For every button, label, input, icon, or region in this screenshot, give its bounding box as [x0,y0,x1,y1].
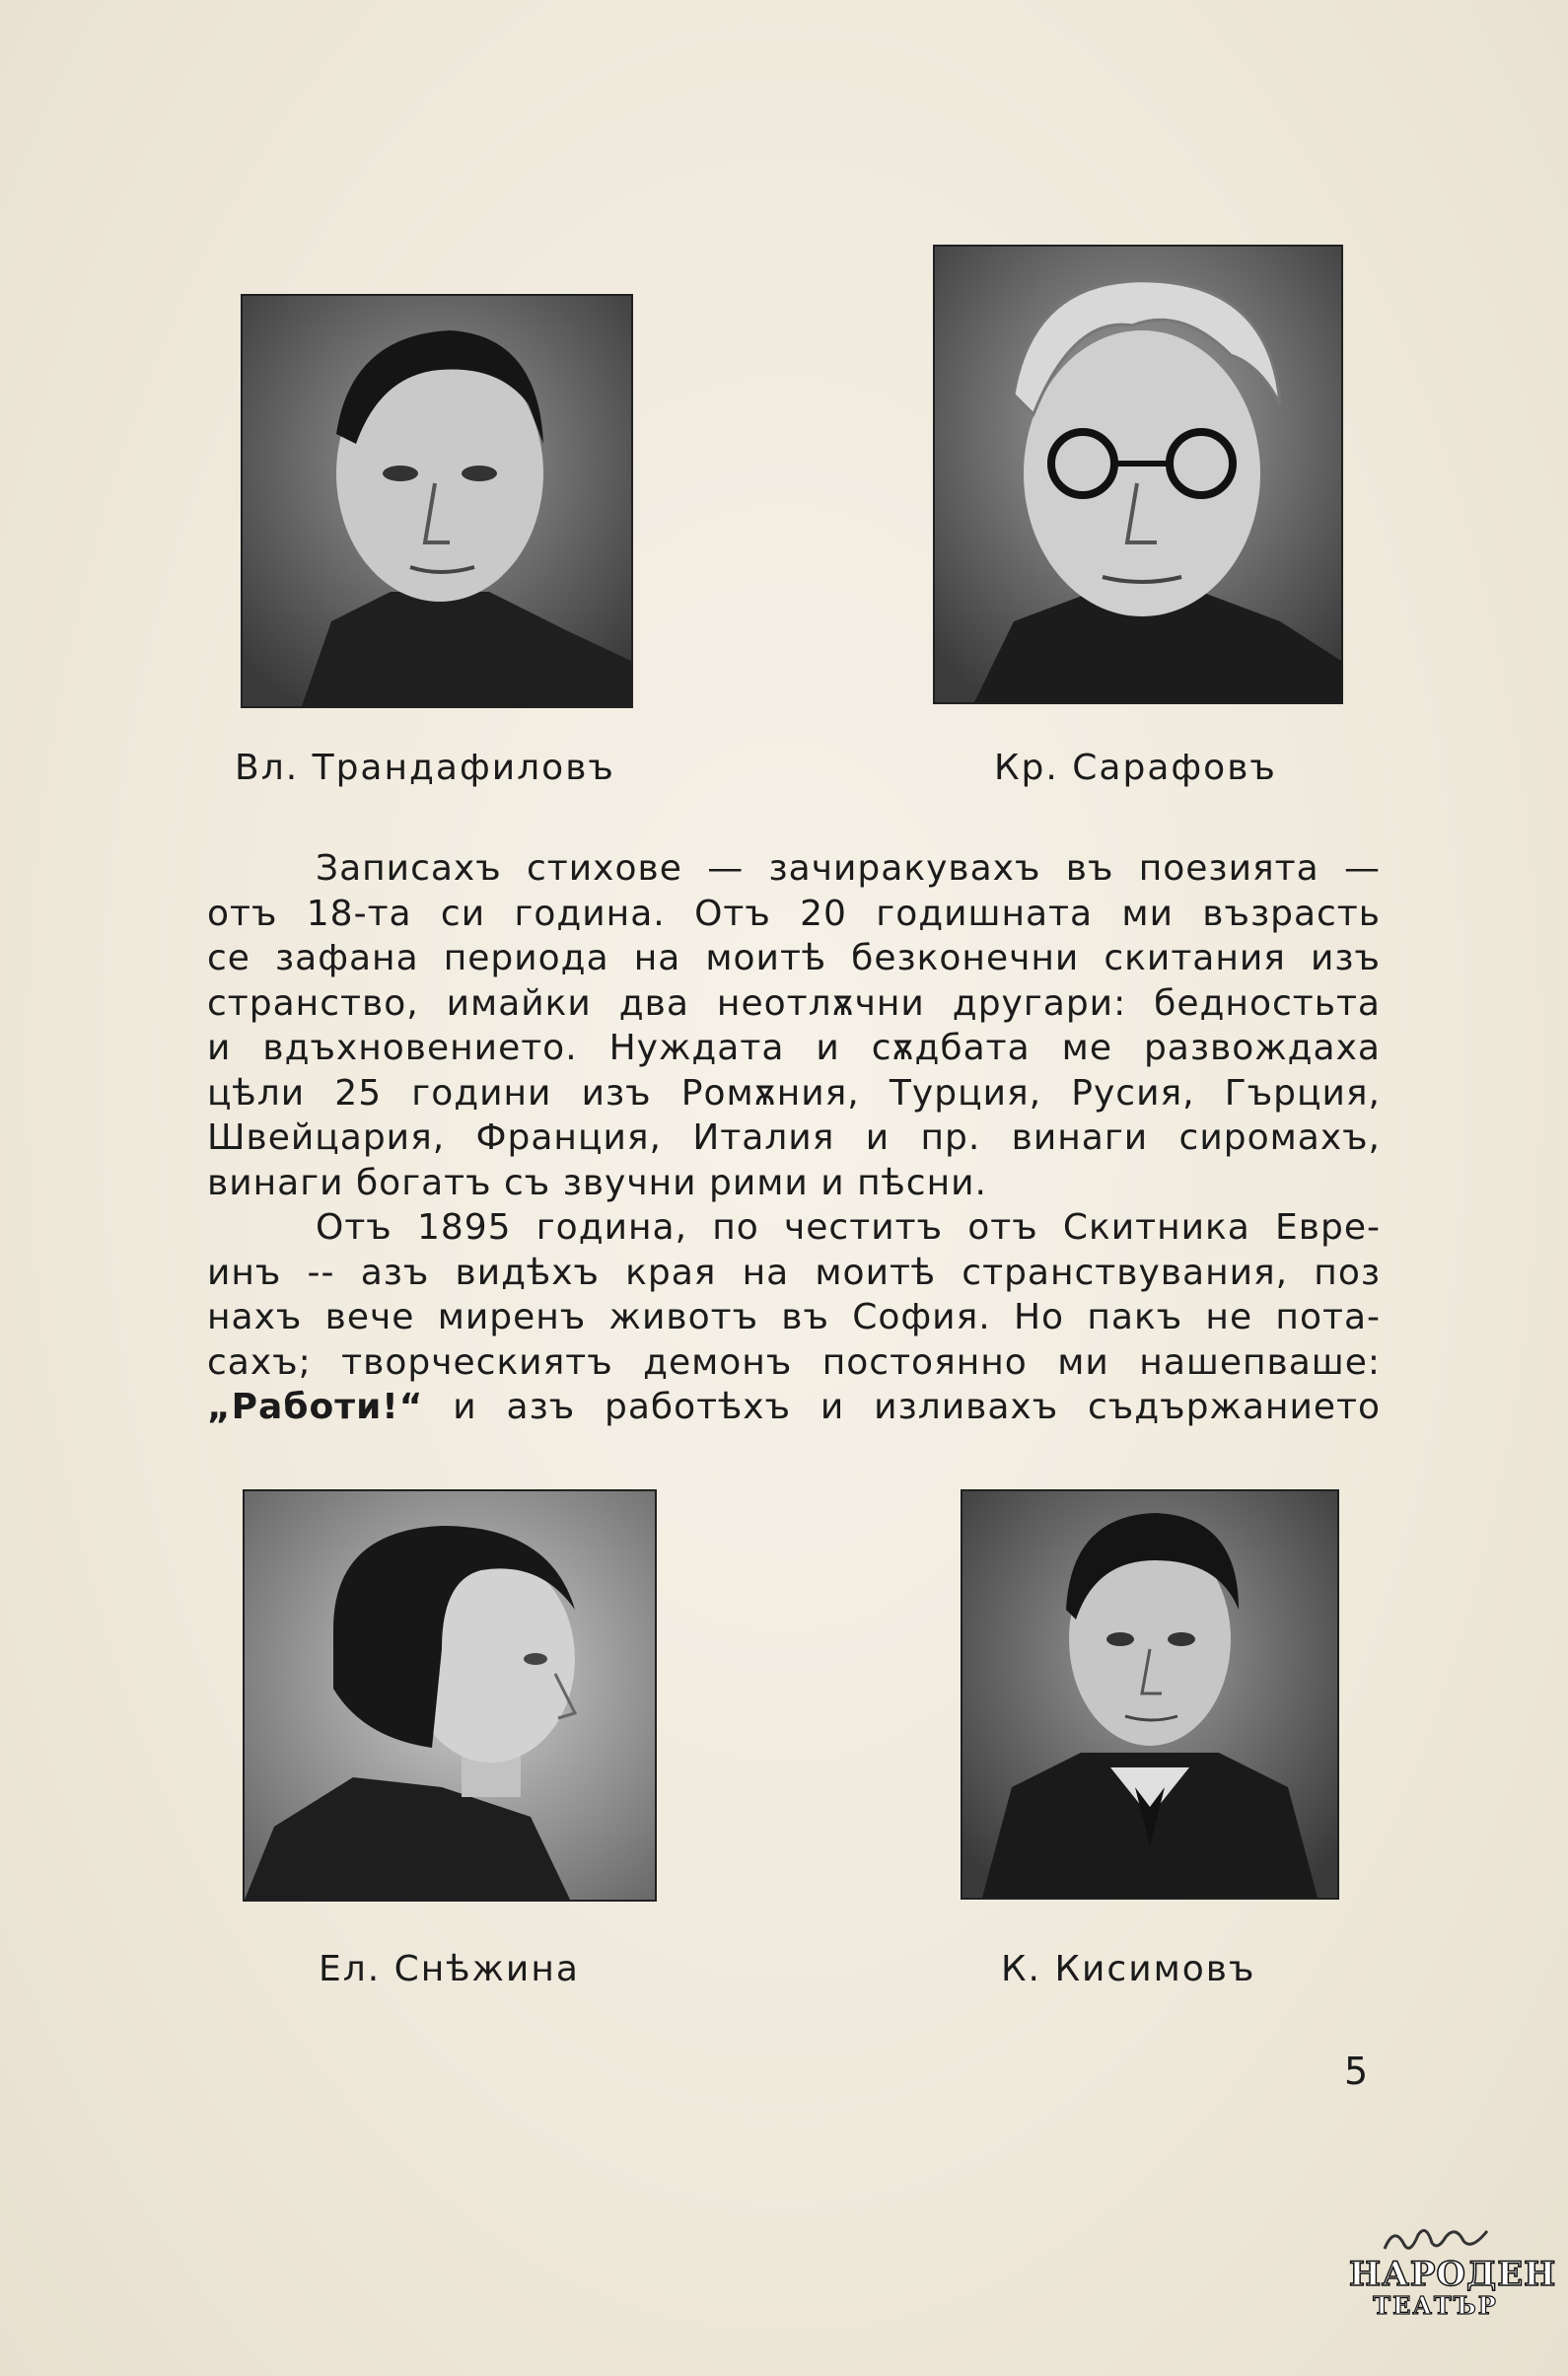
logo-signature [1349,2221,1522,2257]
caption-trandafilov: Вл. Трандафиловъ [235,748,615,788]
logo-line-2: ТЕАТЪР [1373,2291,1498,2320]
national-theatre-logo [1349,2221,1557,2330]
text-line-last [207,1385,1381,1430]
portrait-image [962,1491,1337,1898]
emphasis-rabotі: „Работи!“ [207,1387,424,1427]
text-line: се зафана периода на моитѣ безконечни скитания изъ [207,938,1381,978]
portrait-photo-snezhina [245,1491,655,1900]
portrait-photo-trandafilov [243,296,631,706]
text-line: цѣли 25 години изъ Ромѫния, Турция, Русия, Гърция, [207,1072,1381,1114]
logo-line-1: НАРОДЕН [1349,2255,1557,2294]
body-text [207,846,1381,1430]
text-line: отъ 18-та си година. Отъ 20 годишната ми възрасть [207,893,1381,934]
text-line: Отъ 1895 година, по честитъ отъ Скитника Евре- [316,1207,1381,1248]
text-line: Записахъ стихове — зачиракувахъ въ поезията — [316,848,1381,889]
caption-kisimov: К. Кисимовъ [1001,1949,1256,1989]
text-line: винаги богатъ съ звучни рими и пѣсни. [207,1162,987,1203]
text-line: сахъ; творческиятъ демонъ постоянно ми нашепваше: [207,1341,1381,1383]
caption-sarafov: Кр. Сарафовъ [994,748,1277,788]
text-line: инъ -- азъ видѣхъ края на моитѣ странствувания, поз [207,1252,1381,1293]
text-line: странство, имайки два неотлѫчни другари: бедностьта [207,982,1381,1024]
signature-icon [1377,2221,1495,2257]
portrait-image [935,247,1341,702]
caption-snezhina: Ел. Снѣжина [319,1949,580,1989]
portrait-photo-kisimov [962,1491,1337,1898]
portrait-image [243,296,631,706]
text-line: Швейцария, Франция, Италия и пр. винаги сиромахъ, [207,1117,1381,1158]
page-number: 5 [1344,2050,1369,2093]
text-line-rest: и азъ работѣхъ и изливахъ съдържанието [423,1387,1381,1427]
text-line: нахъ вече миренъ животъ въ София. Но пакъ не пота- [207,1297,1381,1337]
portrait-photo-sarafov [935,247,1341,702]
text-line: и вдъхновението. Нуждата и сѫдбата ме развождаха [207,1028,1381,1068]
portrait-image [245,1491,655,1900]
